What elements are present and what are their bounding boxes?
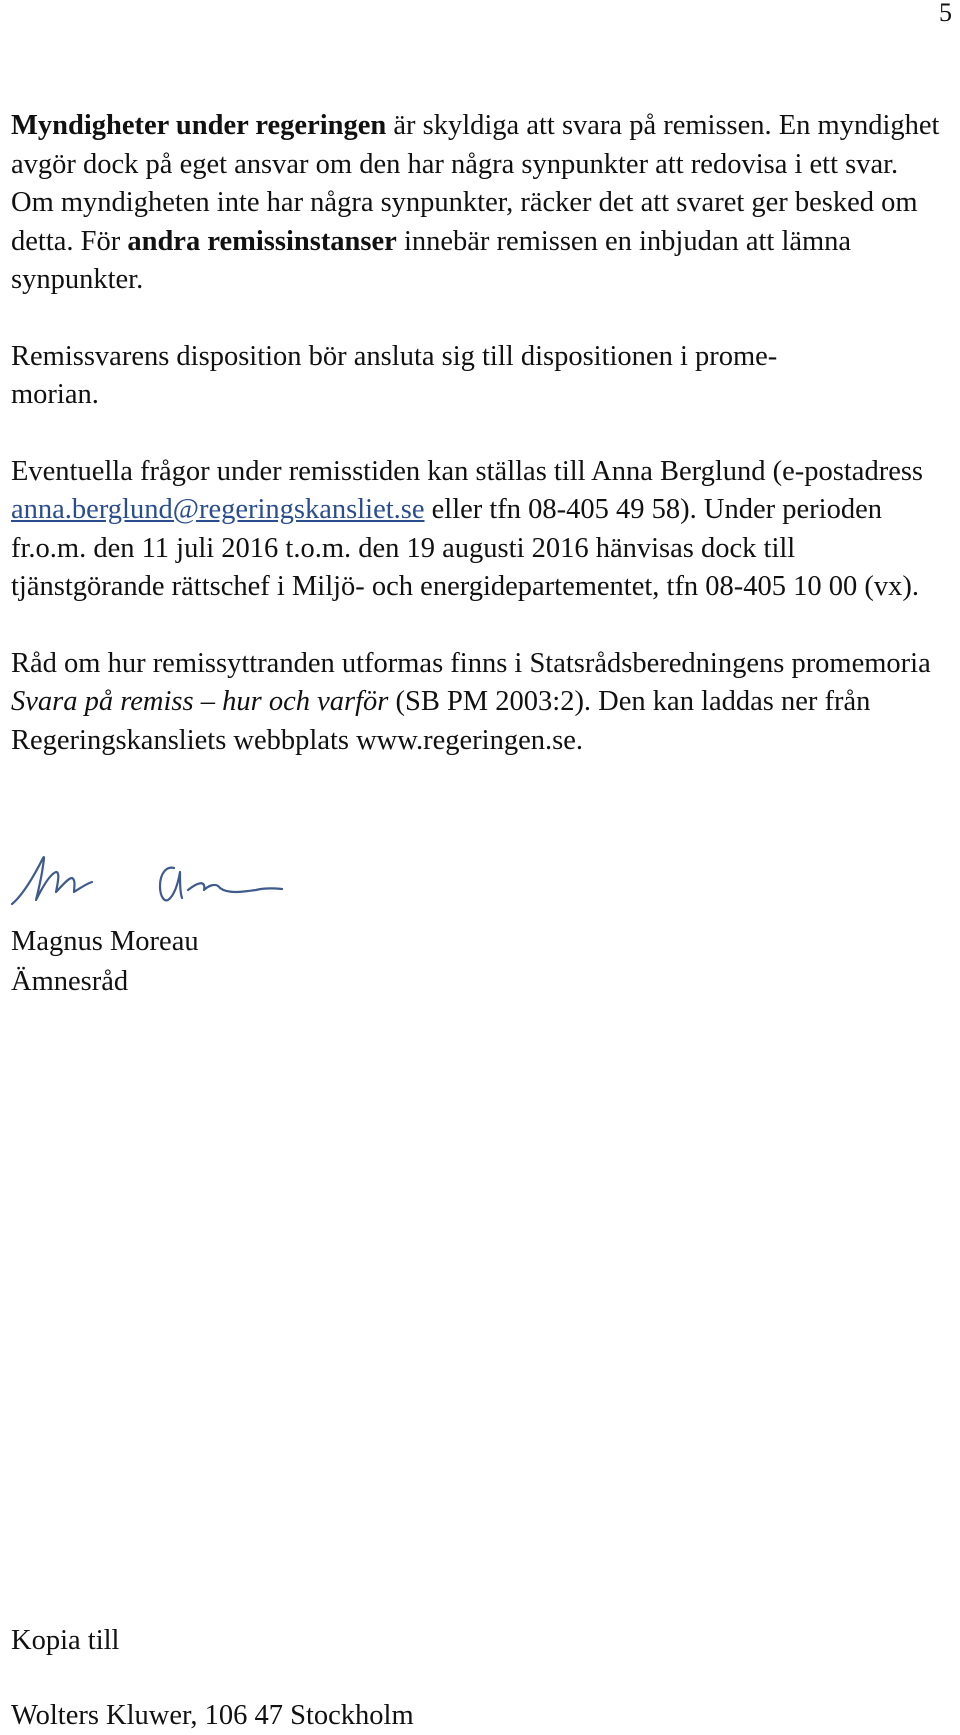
email-link[interactable]: anna.berglund@regeringskansliet.se bbox=[11, 494, 425, 525]
signer-title: Ämnesråd bbox=[11, 966, 129, 997]
copy-recipient: Wolters Kluwer, 106 47 Stockholm bbox=[11, 1700, 414, 1731]
bold-other-bodies: andra remissinstanser bbox=[127, 225, 397, 257]
paragraph-disposition bbox=[11, 338, 941, 415]
paragraph-respondents bbox=[11, 107, 941, 300]
paragraph-guidance bbox=[11, 645, 941, 761]
paragraph-line: morian. bbox=[11, 379, 99, 410]
paragraph-line: Remissvarens disposition bör ansluta sig till dispositionen i prome- bbox=[11, 340, 778, 372]
paragraph-text: innebär remissen en inbjudan att lämna synpunkter. bbox=[11, 225, 852, 295]
letter-body bbox=[11, 107, 941, 798]
paragraph-text: eller tfn 08-405 49 58). Under perioden fr.o.m. den 11 juli 2016 t.o.m. den 19 augusti 2016 hänvisas dock till tjänstgörande rättschef i Miljö- och energidepartementet, tfn 08-405 10 00 (vx). bbox=[11, 494, 920, 602]
paragraph-text: Eventuella frågor under remisstiden kan ställas till Anna Berglund (e-postadress bbox=[11, 455, 924, 487]
signer-block bbox=[11, 922, 199, 1002]
page-number: 5 bbox=[939, 0, 952, 27]
paragraph-text: är skyldiga att svara på remissen. En myndighet avgör dock på eget ansvar om den har några synpunkter att redovisa i ett svar. Om myndigheten inte har några synpunkter, räcker det att svaret ger besked om detta. För bbox=[11, 110, 940, 257]
signer-name: Magnus Moreau bbox=[11, 926, 199, 957]
copy-label: Kopia till bbox=[11, 1625, 120, 1656]
signature-strokes bbox=[12, 857, 282, 904]
bold-authorities: Myndigheter under regeringen bbox=[11, 110, 387, 141]
paragraph-text: (SB PM 2003:2). Den kan laddas ner från Regeringskansliets webbplats www.regeringen.se. bbox=[11, 686, 871, 756]
paragraph-contact bbox=[11, 453, 941, 607]
handwritten-signature bbox=[8, 848, 288, 918]
paragraph-text: Råd om hur remissyttranden utformas finns i Statsrådsberedningens promemoria bbox=[11, 647, 931, 679]
italic-publication-title: Svara på remiss – hur och varför bbox=[11, 686, 389, 717]
